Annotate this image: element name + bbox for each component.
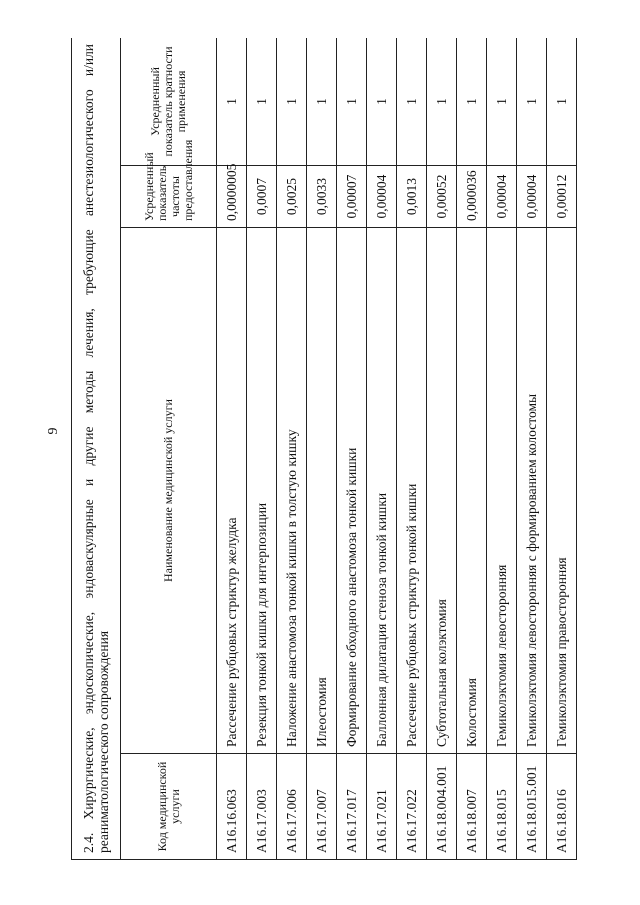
table-row	[457, 38, 487, 860]
table-row	[427, 38, 457, 860]
table-row	[547, 38, 577, 860]
frequency-value: 0,00052	[427, 166, 457, 228]
header-multiplicity: Усредненный показатель кратности применения	[121, 38, 217, 166]
multiplicity-value: 1	[247, 38, 277, 166]
multiplicity-value: 1	[217, 38, 247, 166]
service-name: Гемиколэктомия правосторонняя	[547, 228, 577, 754]
service-code: A16.18.016	[547, 754, 577, 860]
multiplicity-value: 1	[427, 38, 457, 166]
multiplicity-value: 1	[487, 38, 517, 166]
service-name: Формирование обходного анастомоза тонкой кишки	[337, 228, 367, 754]
rotated-table-frame	[71, 38, 604, 860]
table-row	[217, 38, 247, 860]
service-name: Наложение анастомоза тонкой кишки в толстую кишку	[277, 228, 307, 754]
service-name: Рассечение рубцовых стриктур желудка	[217, 228, 247, 754]
frequency-value: 0,00012	[547, 166, 577, 228]
frequency-value: 0,00007	[337, 166, 367, 228]
section-title-row	[72, 38, 121, 860]
page-number: 9	[46, 427, 61, 435]
frequency-value: 0,0033	[307, 166, 337, 228]
frequency-value: 0,00004	[367, 166, 397, 228]
frequency-value: 0,00004	[487, 166, 517, 228]
multiplicity-value: 1	[547, 38, 577, 166]
service-name: Баллонная дилатация стеноза тонкой кишки	[367, 228, 397, 754]
table-row	[367, 38, 397, 860]
service-name: Гемиколэктомия левосторонняя	[487, 228, 517, 754]
table-header-row	[121, 38, 217, 860]
table-row	[517, 38, 547, 860]
multiplicity-value: 1	[277, 38, 307, 166]
service-code: A16.18.015	[487, 754, 517, 860]
service-code: A16.17.021	[367, 754, 397, 860]
frequency-value: 0,00004	[517, 166, 547, 228]
service-code: A16.17.022	[397, 754, 427, 860]
table-row	[307, 38, 337, 860]
services-table	[71, 38, 577, 860]
service-code: A16.17.006	[277, 754, 307, 860]
table-row	[277, 38, 307, 860]
service-name: Субтотальная колэктомия	[427, 228, 457, 754]
service-code: A16.18.007	[457, 754, 487, 860]
service-code: A16.17.007	[307, 754, 337, 860]
frequency-value: 0,000036	[457, 166, 487, 228]
service-name: Колостомия	[457, 228, 487, 754]
header-code: Код медицинской услуги	[121, 754, 217, 860]
header-frequency: Усредненный показатель частоты предоставления	[121, 166, 217, 228]
multiplicity-value: 1	[367, 38, 397, 166]
table-row	[247, 38, 277, 860]
service-code: A16.17.017	[337, 754, 367, 860]
service-name: Рассечение рубцовых стриктур тонкой кишки	[397, 228, 427, 754]
service-code: A16.18.004.001	[427, 754, 457, 860]
service-name: Гемиколэктомия левосторонняя с формированием колостомы	[517, 228, 547, 754]
frequency-value: 0,0007	[247, 166, 277, 228]
header-name: Наименование медицинской услуги	[121, 228, 217, 754]
table-row	[487, 38, 517, 860]
service-code: A16.17.003	[247, 754, 277, 860]
table-row	[397, 38, 427, 860]
multiplicity-value: 1	[307, 38, 337, 166]
service-name: Резекция тонкой кишки для интерпозиции	[247, 228, 277, 754]
table-row	[337, 38, 367, 860]
service-code: A16.18.015.001	[517, 754, 547, 860]
multiplicity-value: 1	[517, 38, 547, 166]
frequency-value: 0,0025	[277, 166, 307, 228]
service-code: A16.16.063	[217, 754, 247, 860]
multiplicity-value: 1	[397, 38, 427, 166]
section-title: 2.4. Хирургические, эндоскопические, эндоваскулярные и другие методы лечения, требующие анестезиологического и/или реаниматологического сопровождения	[72, 38, 121, 860]
multiplicity-value: 1	[457, 38, 487, 166]
service-name: Илеостомия	[307, 228, 337, 754]
landscape-content	[71, 38, 604, 860]
frequency-value: 0,0013	[397, 166, 427, 228]
multiplicity-value: 1	[337, 38, 367, 166]
frequency-value: 0,0000005	[217, 166, 247, 228]
